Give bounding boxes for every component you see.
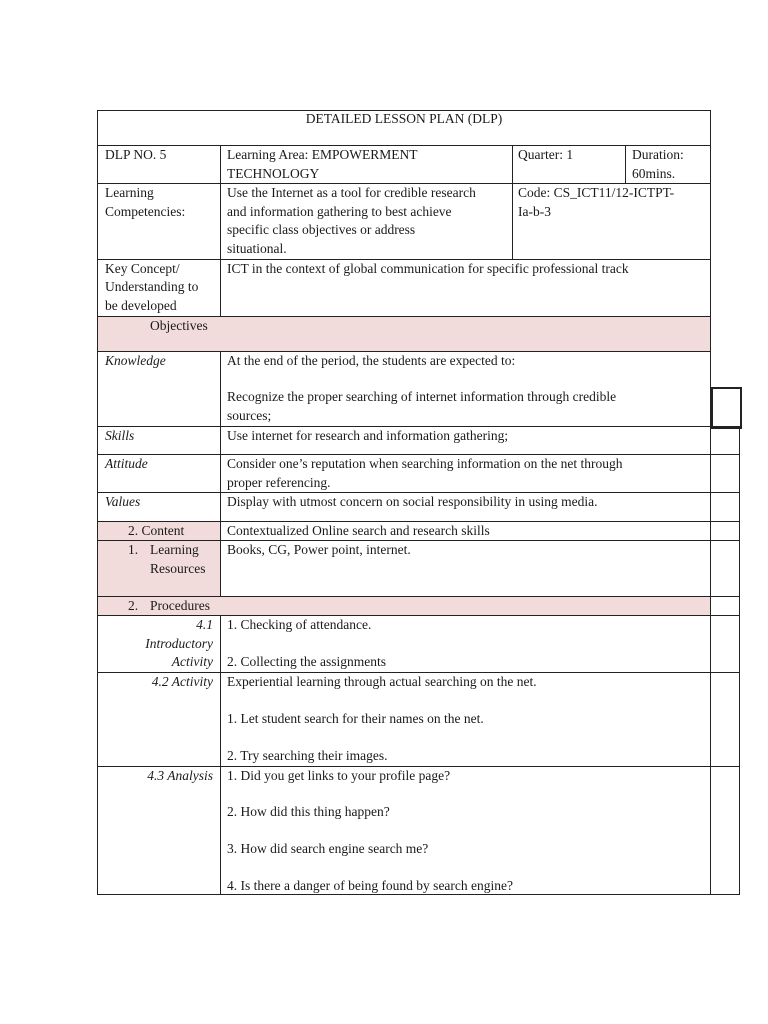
key-concept-label: Understanding to bbox=[105, 279, 199, 294]
intro-label: Introductory bbox=[145, 636, 213, 651]
knowledge-text-line: Recognize the proper searching of internet information through credible bbox=[227, 389, 617, 404]
table-border-right bbox=[710, 110, 711, 895]
duration-line2: 60mins. bbox=[632, 166, 676, 181]
knowledge-intro: At the end of the period, the students are expected to: bbox=[227, 353, 516, 368]
resources-label-line2: Resources bbox=[150, 561, 206, 576]
label-column-divider-lower bbox=[220, 351, 221, 522]
intro-label: 4.1 bbox=[196, 617, 213, 632]
intro-step: 2. Collecting the assignments bbox=[227, 654, 386, 669]
values-label: Values bbox=[105, 494, 141, 509]
margin-box bbox=[711, 387, 742, 429]
analysis-label: 4.3 Analysis bbox=[147, 768, 213, 783]
knowledge-text-line: sources; bbox=[227, 408, 272, 423]
key-concept-label: be developed bbox=[105, 298, 177, 313]
learning-area-line1: Learning Area: EMPOWERMENT bbox=[227, 147, 418, 162]
page-title: DETAILED LESSON PLAN (DLP) bbox=[305, 111, 503, 126]
activity-label: 4.2 Activity bbox=[151, 674, 213, 689]
duration-line1: Duration: bbox=[632, 147, 684, 162]
skills-label: Skills bbox=[105, 428, 135, 443]
skills-text: Use internet for research and information gathering; bbox=[227, 428, 509, 443]
analysis-question: 2. How did this thing happen? bbox=[227, 804, 390, 819]
quarter: Quarter: 1 bbox=[518, 147, 574, 162]
content-text: Contextualized Online search and research skills bbox=[227, 523, 490, 538]
activity-step: 2. Try searching their images. bbox=[227, 748, 388, 763]
values-text: Display with utmost concern on social responsibility in using media. bbox=[227, 494, 598, 509]
quarter-column-divider bbox=[512, 145, 513, 259]
intro-label: Activity bbox=[171, 654, 213, 669]
activity-intro: Experiential learning through actual searching on the net. bbox=[227, 674, 537, 689]
competency-code-line1: Code: CS_ICT11/12-ICTPT- bbox=[518, 185, 675, 200]
analysis-question: 1. Did you get links to your profile page? bbox=[227, 768, 451, 783]
intro-step: 1. Checking of attendance. bbox=[227, 617, 372, 632]
duration-column-divider bbox=[625, 145, 626, 183]
attitude-label: Attitude bbox=[105, 456, 148, 471]
competencies-text-line: Use the Internet as a tool for credible research bbox=[227, 185, 476, 200]
key-concept-label: Key Concept/ bbox=[105, 261, 180, 276]
label-column-divider-procedures bbox=[220, 615, 221, 895]
procedures-number: 2. bbox=[128, 598, 139, 613]
resources-label-line1: Learning bbox=[150, 542, 199, 557]
resources-text: Books, CG, Power point, internet. bbox=[227, 542, 411, 557]
key-concept-text: ICT in the context of global communication for specific professional track bbox=[227, 261, 629, 276]
label-column-divider-bottom bbox=[220, 521, 221, 597]
activity-step: 1. Let student search for their names on the net. bbox=[227, 711, 484, 726]
content-label: 2. Content bbox=[128, 523, 185, 538]
competencies-text-line: situational. bbox=[227, 241, 287, 256]
analysis-question: 3. How did search engine search me? bbox=[227, 841, 429, 856]
competencies-text-line: and information gathering to best achieve bbox=[227, 204, 452, 219]
resources-number: 1. bbox=[128, 542, 139, 557]
analysis-question: 4. Is there a danger of being found by search engine? bbox=[227, 878, 514, 893]
knowledge-label: Knowledge bbox=[105, 353, 166, 368]
competencies-label-line2: Competencies: bbox=[105, 204, 186, 219]
attitude-text-line: proper referencing. bbox=[227, 475, 331, 490]
learning-area-line2: TECHNOLOGY bbox=[227, 166, 320, 181]
competency-code-line2: Ia-b-3 bbox=[518, 204, 551, 219]
right-edge-line bbox=[739, 426, 740, 895]
competencies-text-line: specific class objectives or address bbox=[227, 222, 416, 237]
procedures-label: Procedures bbox=[150, 598, 210, 613]
attitude-text-line: Consider one’s reputation when searching information on the net through bbox=[227, 456, 623, 471]
dlp-number: DLP NO. 5 bbox=[105, 147, 167, 162]
objectives-heading: Objectives bbox=[150, 318, 208, 333]
label-column-divider bbox=[220, 145, 221, 316]
competencies-label-line1: Learning bbox=[105, 185, 154, 200]
